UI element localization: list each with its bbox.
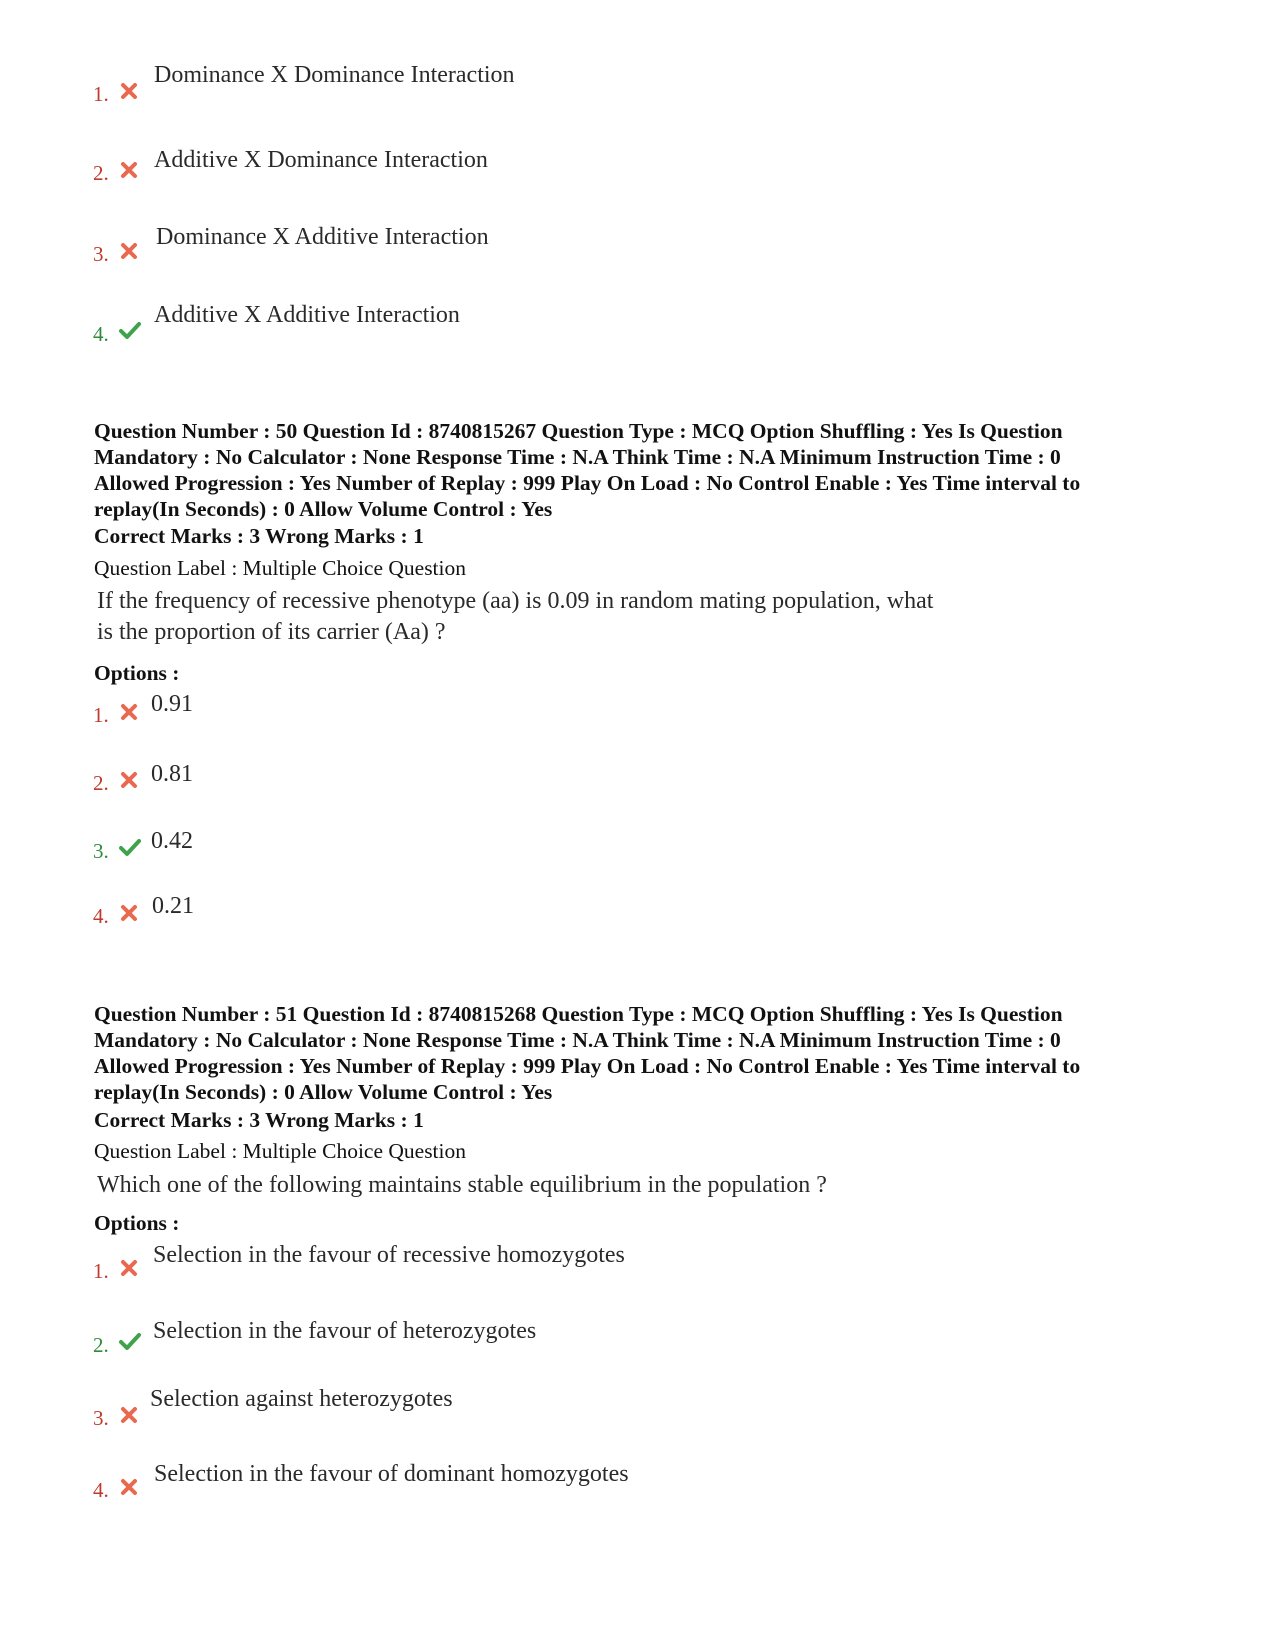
meta-line: Allowed Progression : Yes Number of Replay : 999 Play On Load : No Control Enable : Yes Time interval to (94, 471, 1081, 495)
option-number: 2. (93, 1333, 109, 1357)
option-text: Dominance X Dominance Interaction (154, 62, 515, 88)
option-row (0, 147, 1200, 207)
cross-icon (118, 159, 140, 181)
option-row (0, 302, 1200, 362)
option-text: Dominance X Additive Interaction (156, 224, 489, 250)
option-row (0, 224, 1200, 284)
option-text: Selection against heterozygotes (150, 1386, 453, 1412)
meta-line: Mandatory : No Calculator : None Response Time : N.A Think Time : N.A Minimum Instruction Time : 0 (94, 1028, 1061, 1052)
cross-icon (118, 1257, 140, 1279)
option-number: 2. (93, 771, 109, 795)
option-text: 0.91 (151, 691, 193, 717)
meta-line: Question Number : 50 Question Id : 8740815267 Question Type : MCQ Option Shuffling : Yes Is Question (94, 419, 1063, 443)
option-row (0, 761, 1200, 821)
option-row (0, 1386, 1200, 1446)
question-text-line: Which one of the following maintains stable equilibrium in the population ? (97, 1172, 827, 1198)
question-meta (94, 418, 1204, 522)
option-number: 1. (93, 703, 109, 727)
option-number: 1. (93, 82, 109, 106)
option-number: 2. (93, 161, 109, 185)
option-row (0, 62, 1200, 122)
option-number: 1. (93, 1259, 109, 1283)
question-marks: Correct Marks : 3 Wrong Marks : 1 (94, 524, 424, 548)
check-icon (118, 836, 142, 858)
option-row (0, 691, 1200, 751)
option-number: 3. (93, 1406, 109, 1430)
cross-icon (118, 769, 140, 791)
option-number: 4. (93, 1478, 109, 1502)
question-text-line: is the proportion of its carrier (Aa) ? (97, 619, 446, 645)
meta-line: Allowed Progression : Yes Number of Replay : 999 Play On Load : No Control Enable : Yes Time interval to (94, 1054, 1081, 1078)
cross-icon (118, 1404, 140, 1426)
option-row (0, 893, 1200, 953)
cross-icon (118, 240, 140, 262)
option-text: Additive X Dominance Interaction (154, 147, 488, 173)
option-text: Selection in the favour of recessive homozygotes (153, 1242, 625, 1268)
check-icon (118, 1330, 142, 1352)
check-icon (118, 319, 142, 341)
options-heading: Options : (94, 1211, 180, 1235)
question-text-line: If the frequency of recessive phenotype (aa) is 0.09 in random mating population, what (97, 588, 934, 614)
cross-icon (118, 701, 140, 723)
question-marks: Correct Marks : 3 Wrong Marks : 1 (94, 1108, 424, 1132)
options-heading: Options : (94, 661, 180, 685)
meta-line: Question Number : 51 Question Id : 8740815268 Question Type : MCQ Option Shuffling : Yes Is Question (94, 1002, 1063, 1026)
option-text: Selection in the favour of heterozygotes (153, 1318, 537, 1344)
option-text: 0.42 (151, 828, 193, 854)
question-text (97, 586, 1097, 648)
option-text: Additive X Additive Interaction (154, 302, 460, 328)
meta-line: Mandatory : No Calculator : None Response Time : N.A Think Time : N.A Minimum Instruction Time : 0 (94, 445, 1061, 469)
meta-line: replay(In Seconds) : 0 Allow Volume Control : Yes (94, 497, 553, 521)
option-number: 3. (93, 242, 109, 266)
cross-icon (118, 1476, 140, 1498)
option-number: 4. (93, 322, 109, 346)
question-label: Question Label : Multiple Choice Question (94, 1139, 467, 1163)
cross-icon (118, 902, 140, 924)
option-row (0, 828, 1200, 888)
meta-line: replay(In Seconds) : 0 Allow Volume Control : Yes (94, 1080, 553, 1104)
cross-icon (118, 80, 140, 102)
option-text: Selection in the favour of dominant homozygotes (154, 1461, 629, 1487)
option-number: 4. (93, 904, 109, 928)
question-text (97, 1170, 1097, 1201)
option-text: 0.81 (151, 761, 193, 787)
option-row (0, 1461, 1200, 1521)
option-text: 0.21 (152, 893, 194, 919)
question-meta (94, 1001, 1204, 1105)
option-number: 3. (93, 839, 109, 863)
question-label: Question Label : Multiple Choice Question (94, 556, 467, 580)
option-row (0, 1242, 1200, 1302)
option-row (0, 1318, 1200, 1378)
